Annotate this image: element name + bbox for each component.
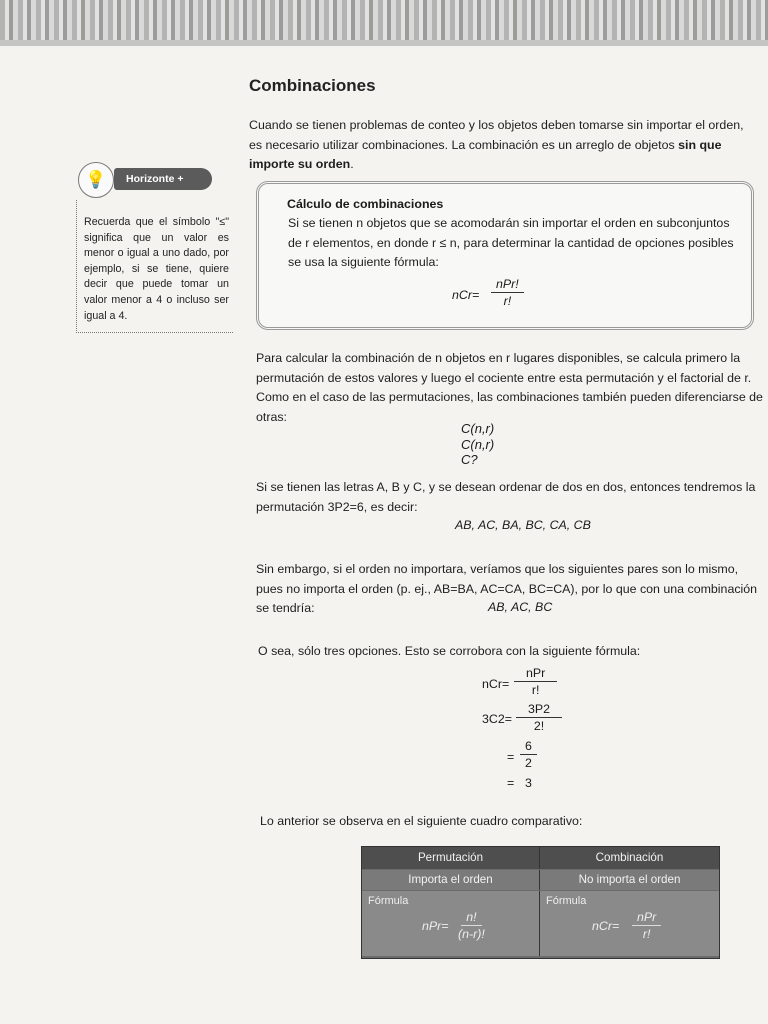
- step-3-numerator: 6: [520, 738, 537, 755]
- notation-item: C(n,r): [461, 436, 495, 452]
- decorative-header-band: [0, 0, 768, 46]
- intro-text: Cuando se tienen problemas de conteo y los objetos deben tomarse sin importar el orden, es necesario utilizar combinaciones. La combinación es un arreglo de objetos: [249, 118, 744, 152]
- paragraph-5: Lo anterior se observa en el siguiente cuadro comparativo:: [260, 814, 583, 828]
- notation-item: C?: [461, 452, 478, 467]
- intro-end: .: [350, 157, 354, 171]
- formula-numerator: nPr!: [491, 276, 524, 293]
- intro-bold: sin que importe su orden: [249, 137, 722, 171]
- step-1-lhs: nCr=: [482, 677, 510, 691]
- notation-item: C(n,r): [461, 421, 495, 436]
- paragraph-4: O sea, sólo tres opciones. Esto se corrobora con la siguiente fórmula:: [258, 644, 641, 658]
- horizonte-badge: Horizonte +: [114, 168, 212, 190]
- table-perm-denominator: (n-r)!: [458, 927, 485, 941]
- table-formula-label: Fórmula: [368, 895, 409, 907]
- permutation-list: AB, AC, BA, BC, CA, CB: [455, 518, 591, 532]
- formula-fraction: [491, 276, 524, 310]
- step-1-denominator: r!: [531, 683, 540, 697]
- table-header-permutacion: Permutación: [362, 847, 540, 869]
- table-perm-lhs: nPr=: [422, 919, 449, 933]
- formula-box-text: Si se tienen n objetos que se acomodarán sin importar el orden en subconjuntos de r elementos, en donde r ≤ n, para determinar la cantidad de opciones posibles se usa la siguiente fórmula:: [288, 216, 734, 269]
- step-2-lhs: 3C2=: [482, 712, 512, 726]
- paragraph-2: Si se tienen las letras A, B y C, y se desean ordenar de dos en dos, entonces tendremos la permutación 3P2=6, es decir:: [256, 480, 756, 514]
- table-cell-perm-order: Importa el orden: [362, 870, 540, 890]
- table-perm-fraction: [458, 909, 485, 943]
- step-2-numerator: 3P2: [516, 701, 562, 718]
- step-2-denominator: 2!: [533, 719, 545, 733]
- step-3-fraction: [520, 738, 537, 772]
- step-4-value: 3: [525, 776, 532, 790]
- step-3-lhs: =: [507, 750, 515, 764]
- intro-paragraph: [249, 116, 759, 175]
- step-1-numerator: nPr: [514, 665, 557, 682]
- lightbulb-icon: 💡: [78, 162, 114, 198]
- table-perm-numerator: n!: [461, 909, 481, 926]
- table-comb-denominator: r!: [642, 927, 651, 941]
- table-comb-fraction: [632, 909, 661, 943]
- table-cell-comb-order: No importa el orden: [540, 870, 719, 890]
- paragraph-1: Para calcular la combinación de n objetos en r lugares disponibles, se calcula primero la permutación de estos valores y luego el cociente entre esta permutación y el factorial de r. Como en el caso de las permutaciones, las combinaciones también pueden diferenciarse de otras:: [256, 351, 763, 424]
- formula-box-heading: Cálculo de combinaciones: [287, 197, 444, 211]
- table-comb-numerator: nPr: [632, 909, 661, 926]
- page-title: Combinaciones: [249, 76, 376, 95]
- table-formula-label: Fórmula: [546, 895, 587, 907]
- comparison-table: [361, 846, 720, 959]
- sidebar-note-text: Recuerda que el símbolo "≤" significa que un valor es menor o igual a uno dado, por ejemplo, si se tiene, quiere decir que puede tomar un valor menor a 4 o incluso ser igual a 4.: [84, 216, 229, 322]
- paragraph-3: Sin embargo, si el orden no importara, veríamos que los siguientes pares son lo mismo, pues no importa el orden (p. ej., AB=BA, AC=CA, BC=CA), por lo que con una combinación se tendría:: [256, 562, 758, 615]
- step-4-lhs: =: [507, 776, 515, 790]
- table-comb-lhs: nCr=: [592, 919, 620, 933]
- step-3-denominator: 2: [525, 756, 532, 770]
- formula-lhs: nCr=: [452, 288, 480, 302]
- formula-denominator: r!: [503, 294, 512, 308]
- step-1-fraction: [514, 665, 557, 699]
- table-cell-perm-formula: [362, 891, 540, 956]
- step-2-fraction: [516, 701, 562, 735]
- notation-list: [461, 421, 494, 468]
- table-header-combinacion: Combinación: [540, 847, 719, 869]
- combination-list: AB, AC, BC: [488, 600, 553, 614]
- table-cell-comb-formula: [540, 891, 719, 956]
